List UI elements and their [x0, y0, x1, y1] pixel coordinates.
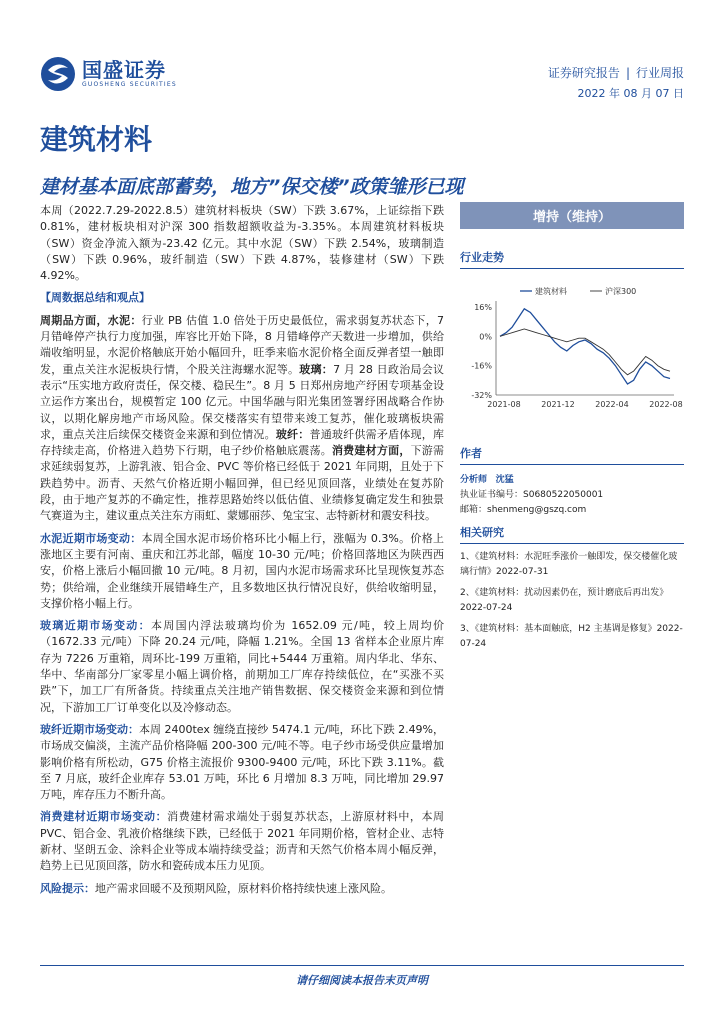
x-tick-label: 2022-08 — [649, 400, 683, 409]
glass-paragraph — [40, 618, 444, 716]
brand-name: 国盛证券 — [82, 58, 166, 82]
page-header — [0, 0, 724, 110]
related-report-item[interactable]: 3、《建筑材料：基本面触底，H2 主基调是修复》2022-07-24 — [460, 624, 683, 649]
fiber-paragraph — [40, 722, 444, 803]
company-logo — [40, 56, 177, 92]
cycle-paragraph — [40, 313, 444, 525]
related-report-item[interactable]: 1、《建筑材料：水泥旺季涨价一触即发，保交楼催化玻璃行情》2022-07-31 — [460, 552, 678, 577]
legend-label: 沪深300 — [605, 287, 637, 296]
series-line-sector — [500, 309, 670, 384]
fiber-market-lead: 玻纤近期市场变动： — [40, 722, 139, 736]
series-line-index — [500, 329, 670, 375]
x-tick-label: 2022-04 — [595, 400, 629, 409]
cons-paragraph — [40, 809, 444, 874]
risk-lead: 风险提示： — [40, 881, 95, 895]
legend-label: 建筑材料 — [535, 287, 567, 296]
x-tick-label: 2021-12 — [541, 400, 575, 409]
cons-market-text: 消费建材需求端处于弱复苏状态，上游原材料中，本周 PVC、铝合金、乳液价格继续下跌，已经低于 2021 年同期价格，管材企业、志特新材、坚朗五金、涂料企业等成本端持续受益；沥青和天然气价格本周小幅反弹，趋势上已见顶回落，防水和瓷砖成本压力见顶。 — [40, 810, 445, 873]
doc-type: 证券研究报告 | 行业周报 — [547, 66, 684, 80]
fiber-market-text: 本周 2400tex 缠绕直接纱 5474.1 元/吨，环比下跌 2.49%，市场成交偏淡，主流产品价格降幅 200-300 元/吨不等。电子纱市场受供应量增加影响价格有所松动，G75 价格主流报价 9300-9400 元/吨，环比下跌 3.11%。截至 7 月底，玻纤企业库存 53.01 万吨，环比 6 月增加 8.3 万吨，同比增加 29.97 万吨，库存压力不断升高。 — [40, 722, 445, 802]
author-heading: 作者 — [460, 443, 684, 465]
brand-english: GUOSHENG SECURITIES — [82, 81, 177, 88]
related-report-item[interactable]: 2、《建筑材料：扰动因素仍在，预计磨底后再出发》2022-07-24 — [460, 588, 669, 613]
report-date: 2022 年 08 月 07 日 — [577, 87, 684, 100]
cons-market-lead: 消费建材近期市场变动： — [40, 810, 168, 824]
rating-badge: 增持（维持） — [460, 202, 684, 229]
related-reports — [460, 550, 684, 652]
trend-heading: 行业走势 — [460, 247, 684, 269]
cement-lead: 水泥近期市场变动： — [40, 531, 142, 545]
glass-text: 7 月 28 日政治局会议表示“压实地方政府责任，保交楼、稳民生”。8 月 5 日郑州房地产纾困专项基金设立运作方案出台，规模暂定 100 亿元。中国华融与阳光集团签署纾困战略合作协议，以期化解房地产市场风险。保交楼落实有望带来竣工复苏，催化玻璃板块需求，重点关注后续保交楼资金来源和到位情况。 — [40, 362, 445, 441]
intro-paragraph: 本周（2022.7.29-2022.8.5）建筑材料板块（SW）下跌 3.67%，上证综指下跌 0.81%，建材板块相对沪深 300 指数超额收益为-3.35%。本周建筑材料板块（SW）资金净流入额为-23.42 亿元。其中水泥（SW）下跌 2.54%，玻璃制造（SW）下跌 0.96%，玻纤制造（SW）下跌 4.87%，装修建材（SW）下跌 4.92%。 — [40, 204, 444, 283]
glass-market-lead: 玻璃近期市场变动： — [40, 619, 151, 633]
cons-lead: 消费建材方面， — [331, 444, 411, 458]
weekly-heading: 【周数据总结和观点】 — [40, 291, 150, 305]
report-title: 建材基本面底部蓄势，地方”保交楼”政策雏形已现 — [40, 176, 464, 198]
risk-paragraph — [40, 881, 444, 897]
cement-text: 本周全国水泥市场价格环比小幅上行，涨幅为 0.3%。价格上涨地区主要有河南、重庆和江苏北部，幅度 10-30 元/吨；价格回落地区为陕西西安，价格上涨后小幅回撤 10 元/吨。8 月初，国内水泥市场需求环比呈现恢复苏态势；供给端，企业继续开展错峰生产，且多数地区执行情况良好，供给收缩明显，支撑价格小幅上行。 — [40, 531, 444, 610]
doc-sub-label: 行业周报 — [635, 66, 684, 80]
cycle-lead: 周期品方面，水泥： — [40, 313, 142, 327]
related-heading: 相关研究 — [460, 522, 684, 544]
glass-lead: 玻璃： — [299, 362, 334, 376]
sidebar — [460, 202, 684, 658]
y-tick-label: 16% — [474, 303, 492, 312]
analyst-email[interactable]: 邮箱：shenmeng@gszq.com — [460, 505, 587, 515]
cement-paragraph — [40, 531, 444, 612]
doc-type-label: 证券研究报告 — [547, 66, 620, 80]
cons-text: 下游需求延续弱复苏，上游乳液、铝合金、PVC 等价格已经低于 2021 年同期，且处于下跌趋势中。沥青、天然气价格近期小幅回弹，但已经见顶回落，业绩处在复苏阶段，由于地产复苏的不确定性，推荐思路始终以低估值、业绩修复确定发生和独景气赛道为主，建议重点关注东方雨虹、蒙娜丽莎、兔宝宝、志特新材和震安科技。 — [40, 444, 445, 523]
license-number: 执业证书编号：S0680522050001 — [460, 490, 604, 500]
sector-title: 建筑材料 — [40, 123, 153, 156]
trend-chart-svg — [460, 283, 684, 413]
footer-divider — [40, 965, 684, 966]
y-tick-label: -16% — [471, 361, 492, 371]
footer-disclaimer: 请仔细阅读本报告末页声明 — [296, 974, 428, 987]
analyst-label: 分析师 — [460, 475, 488, 485]
risk-text: 地产需求回暖不及预期风险，原材料价格持续快速上涨风险。 — [95, 881, 392, 895]
y-tick-label: 0% — [479, 332, 492, 342]
fiber-lead: 玻纤： — [275, 427, 310, 441]
x-tick-label: 2021-08 — [487, 400, 521, 409]
fiber-text: 普通玻纤供需矛盾体现，库存持续走高，价格进入趋势下行期，电子纱价格触底震荡。 — [40, 427, 445, 458]
y-tick-label: -32% — [471, 391, 492, 400]
cycle-text: 行业 PB 估值 1.0 倍处于历史最低位，需求弱复苏状态下，7 月错峰停产执行力度加强，库容比开始下降，8 月错峰停产天数进一步增加，供给端收缩明显，水泥价格触底开始小幅回升，旺季来临水泥价格全面反弹者望一触即发，重点关注水泥板块行情，个股关注海螺水泥等。 — [40, 313, 444, 376]
glass-market-text: 本周国内浮法玻璃均价为 1652.09 元/吨，较上周均价（1672.33 元/吨）下降 20.24 元/吨，降幅 1.21%。全国 13 省样本企业原片库存为 7226 万重箱，周环比-199 万重箱，同比+5444 万重箱。周内华北、华东、华中、华南部分厂家零星小幅上调价格，前期加工厂库存持续低位，在“买涨不买跌”下，加工厂有所备货。持续重点关注地产销售数据、保交楼资金来源和到位情况，下游加工厂订单变化以及冷修动态。 — [40, 619, 445, 714]
main-body — [40, 203, 444, 903]
analyst-name: 沈猛 — [495, 475, 514, 485]
logo-mark-icon — [40, 56, 76, 92]
trend-chart — [460, 283, 684, 413]
analyst-line — [460, 473, 684, 488]
